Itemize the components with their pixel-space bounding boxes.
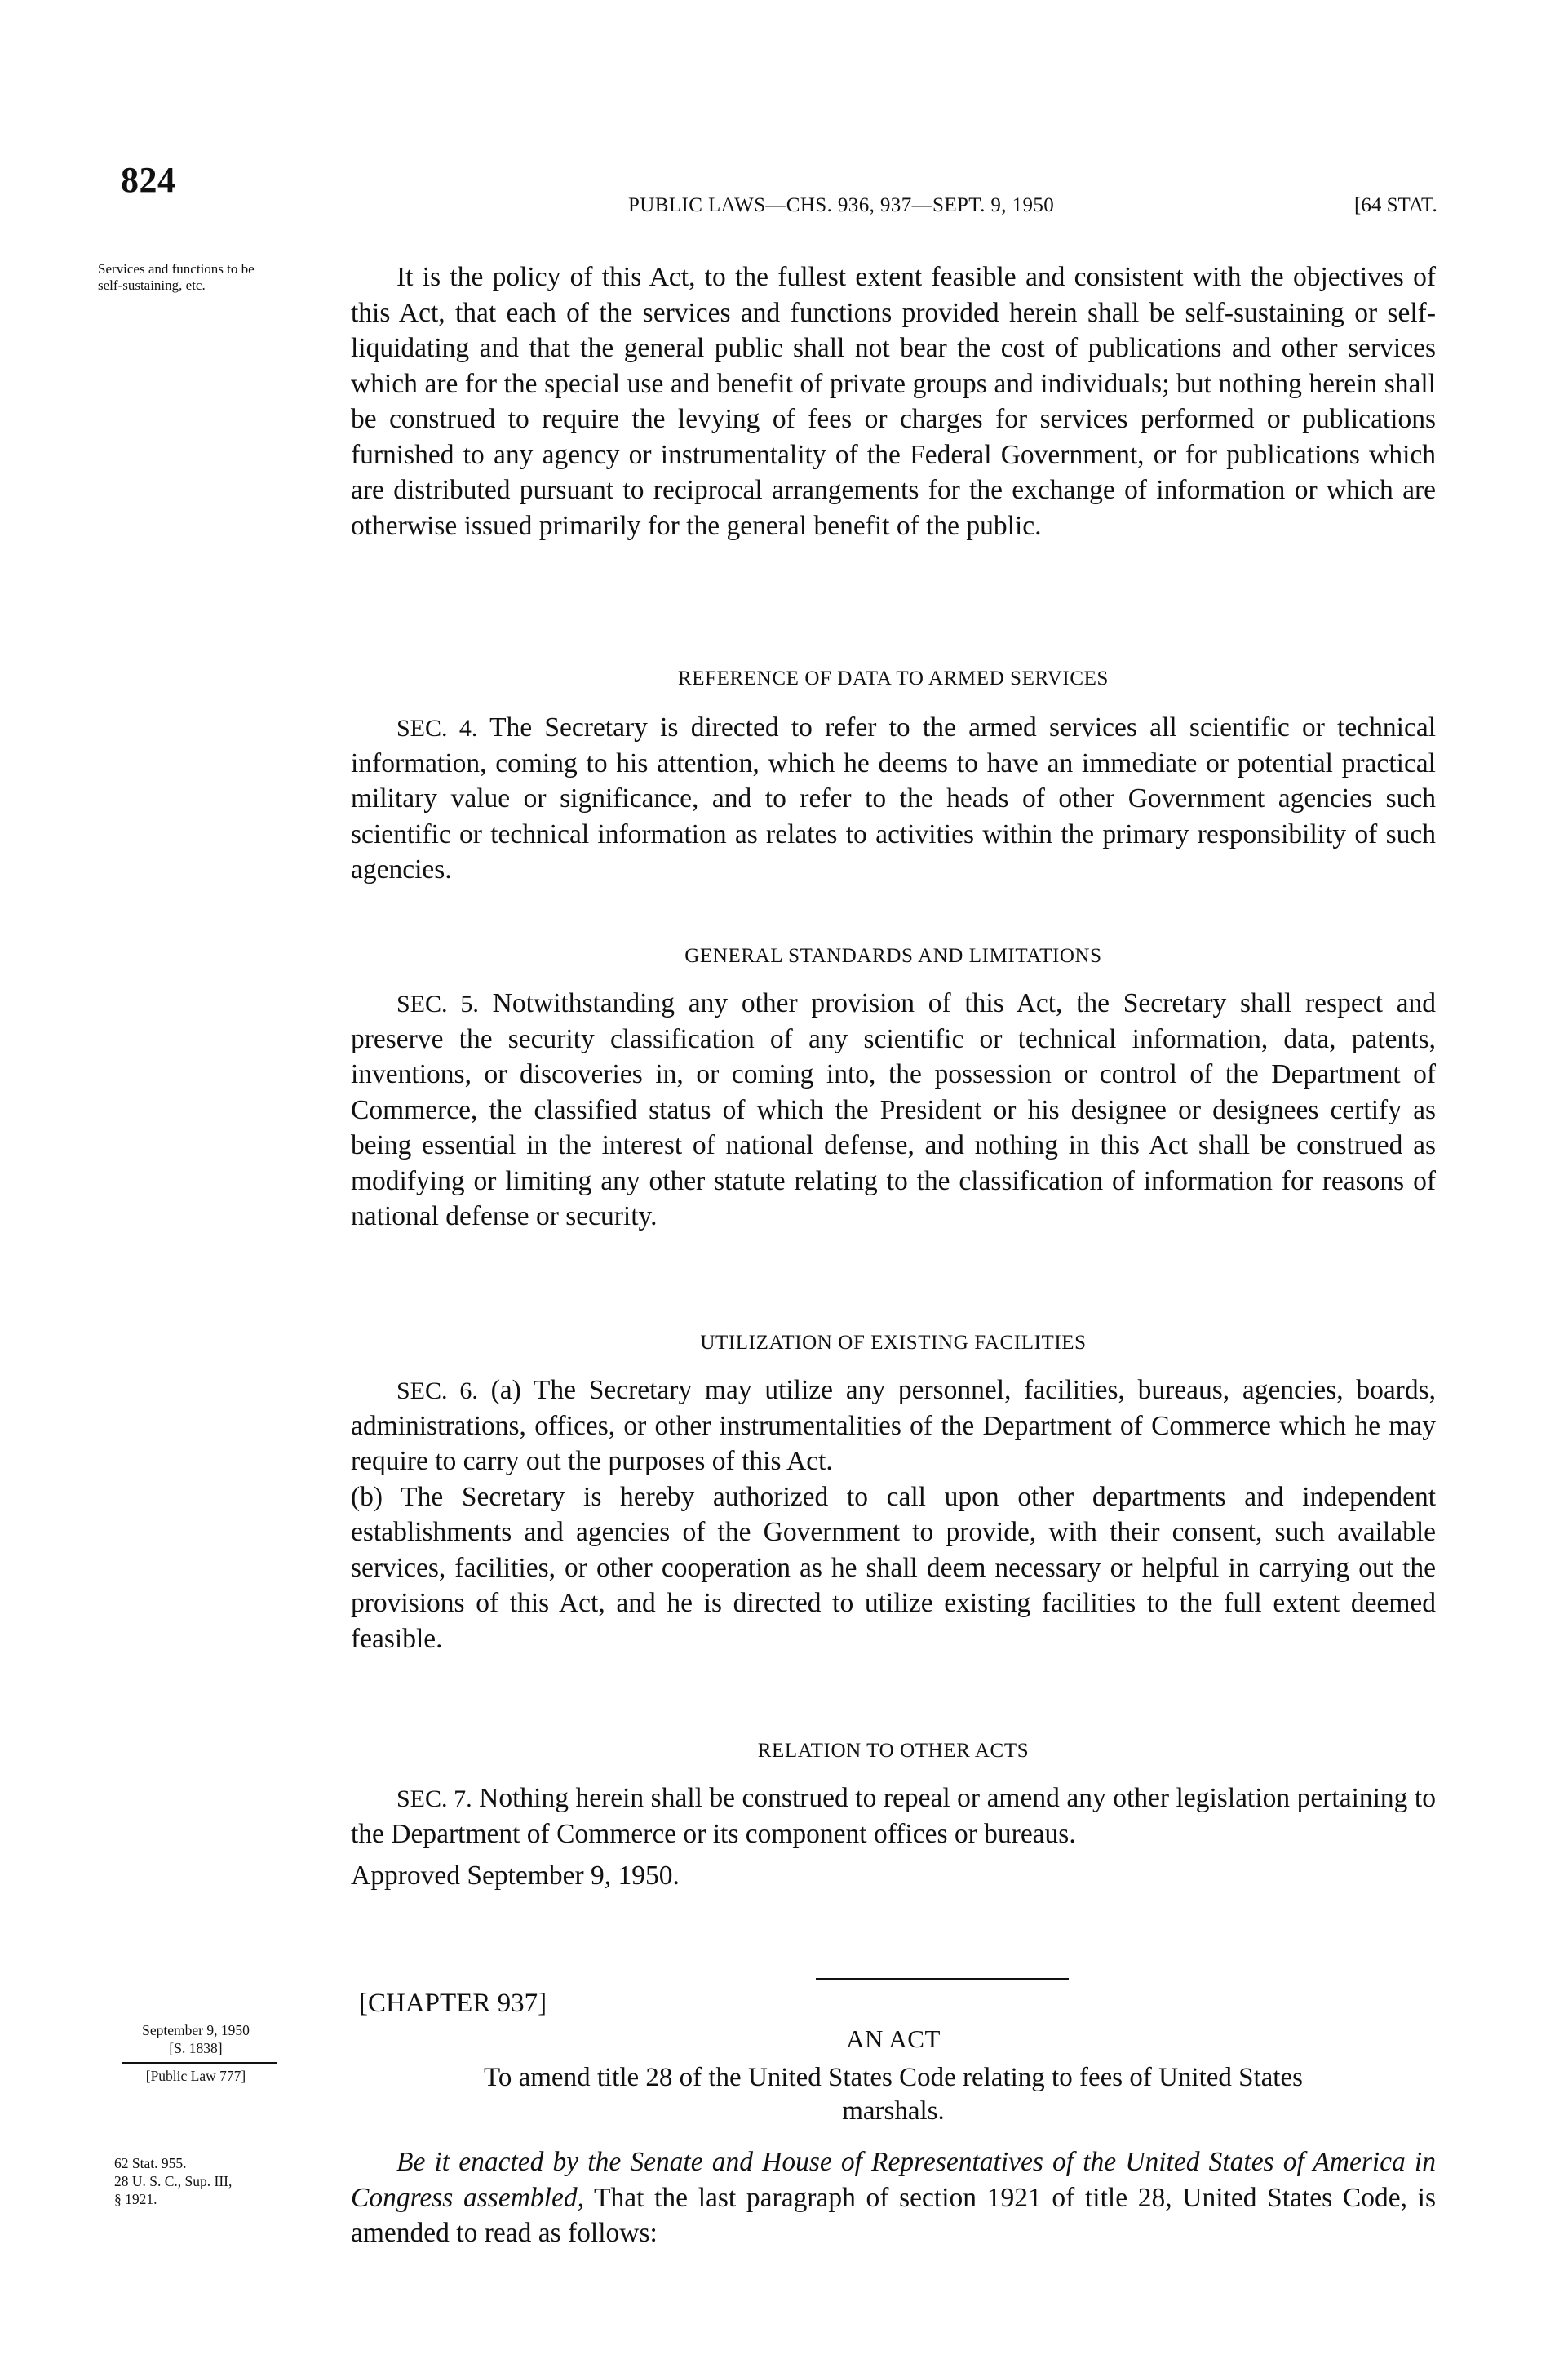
paragraph-sec6b: (b) The Secretary is hereby authorized to call upon other departments and independent establishments and agencies of the Government to provide, with their consent, such available services, facilities, or other cooperation as he shall deem necessary or helpful in carrying out the provisions of this Act, and he is directed to utilize existing facilities to the full extent deemed feasible. — [351, 1481, 1436, 1654]
enacting-clause-rest: That the last paragraph of section 1921 of title 28, United States Code, is amended to read as follows: — [351, 2182, 1436, 2249]
enacting-clause-italic: Be it enacted by the Senate and House of Representatives of the United States of America in Congress assembled, — [351, 2147, 1436, 2213]
heading-relation-to-other-acts: RELATION TO OTHER ACTS — [757, 1740, 1030, 1762]
an-act-title: AN ACT — [846, 2024, 941, 2053]
chapter-divider-rule — [816, 1978, 1069, 1980]
heading-general-standards: GENERAL STANDARDS AND LIMITATIONS — [684, 945, 1102, 967]
act-subject-line-2: marshals. — [842, 2096, 945, 2126]
paragraph-sec5 — [351, 986, 1436, 1235]
sec7-text: Nothing herein shall be construed to repeal or amend any other legislation pertaining to the Department of Commerce or its component offices or bureaus. — [351, 1783, 1436, 1849]
margin-note-date: September 9, 1950 — [142, 2022, 250, 2038]
running-header-title: PUBLIC LAWS—CHS. 936, 937—SEPT. 9, 1950 — [628, 194, 1055, 216]
sec6a-text: (a) The Secretary may utilize any personnel, facilities, bureaus, agencies, boards, administrations, offices, or other instrumentalities of the Department of Commerce which he may require to carry out the purposes of this Act. — [351, 1375, 1437, 1477]
sec5-text: Notwithstanding any other provision of this Act, the Secretary shall respect and preserve the security classification of any scientific or technical information, data, patents, inventions, or discoveries in, or coming into, the possession or control of the Department of Commerce, the classified status of which the President or his designee or designees certify as being essential in the interest of national defense, and nothing in this Act shall be construed as modifying or limiting any other statute relating to the classification of information for reasons of national defense or security. — [351, 988, 1436, 1232]
margin-note-citations — [114, 2155, 310, 2209]
paragraph-sec6a — [351, 1373, 1436, 1479]
margin-note-bill: [S. 1838] — [169, 2039, 223, 2056]
heading-utilization: UTILIZATION OF EXISTING FACILITIES — [700, 1332, 1087, 1354]
paragraph-approved: Approved September 9, 1950. — [351, 1860, 680, 1891]
enacting-clause — [351, 2144, 1436, 2251]
paragraph-sec7 — [351, 1781, 1436, 1851]
heading-reference-of-data: REFERENCE OF DATA TO ARMED SERVICES — [678, 667, 1109, 690]
paragraph-sec4 — [351, 710, 1436, 888]
margin-note-public-law: [Public Law 777] — [145, 2068, 246, 2084]
citation-stat: 62 Stat. 955. — [114, 2155, 187, 2171]
act-subject-line-1: To amend title 28 of the United States Code relating to fees of United States — [484, 2063, 1303, 2092]
chapter-label: [CHAPTER 937] — [359, 1989, 547, 2018]
margin-note-chapter937 — [98, 2022, 294, 2058]
margin-note-services: Services and functions to be self-sustaining, etc. — [98, 261, 255, 294]
paragraph-policy: It is the policy of this Act, to the fullest extent feasible and consistent with the objectives of this Act, that each of the services and functions provided herein shall be self-sustaining or self-liquidating and that the general public shall not bear the cost of publications and other services which are for the special use and benefit of private groups and individuals; but nothing herein shall be construed to require the levying of fees or charges for services performed or publications furnished to any agency or instrumentality of the Federal Government, or for publications which are distributed pursuant to reciprocal arrangements for the exchange of information or which are otherwise issued primarily for the general benefit of the public. — [351, 262, 1436, 541]
sec4-label: SEC. 4. — [396, 715, 478, 742]
citation-usc: 28 U. S. C., Sup. III, — [114, 2172, 233, 2189]
sec6-label: SEC. 6. — [396, 1377, 478, 1404]
sec4-text: The Secretary is directed to refer to the armed services all scientific or technical information, coming to his attention, which he deems to have an immediate or potential practical military value or significance, and to refer to the heads of other Government agencies such scientific or technical information as relates to activities within the primary responsibility of such agencies. — [351, 712, 1436, 885]
running-header-volume: [64 STAT. — [1354, 194, 1437, 216]
sec5-label: SEC. 5. — [396, 991, 479, 1018]
sec7-label: SEC. 7. — [396, 1785, 472, 1812]
page-number: 824 — [121, 160, 176, 200]
citation-section: § 1921. — [114, 2190, 157, 2207]
margin-note-rule — [122, 2062, 277, 2064]
